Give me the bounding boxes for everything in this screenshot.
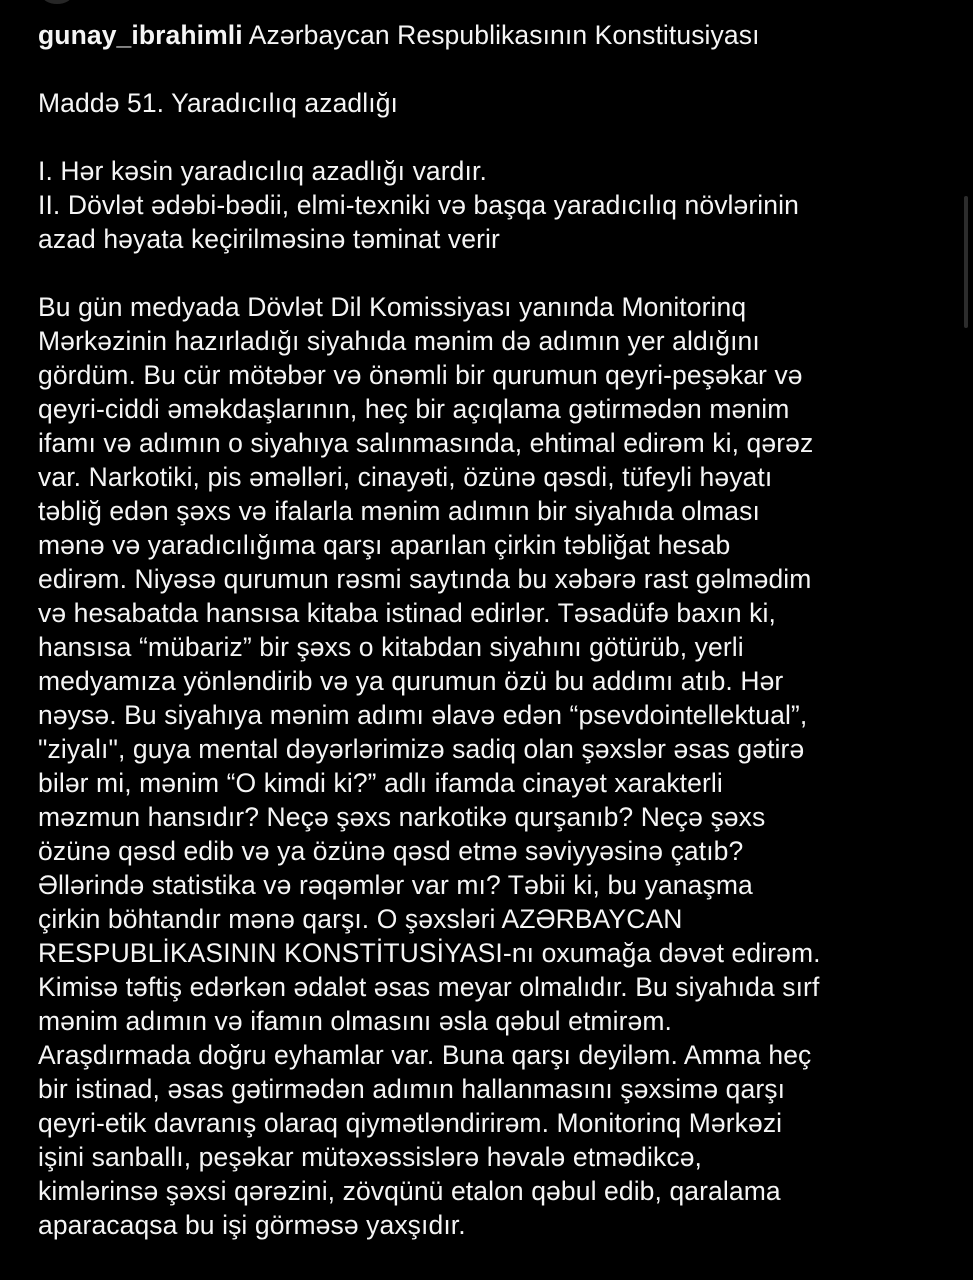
body-line: RESPUBLİKASININ KONSTİTUSİYASI-nı oxumağa dəvət edirəm. [38, 938, 821, 968]
body-line: ifamı və adımın o siyahıya salınmasında, ehtimal edirəm ki, qərəz [38, 428, 814, 458]
body-line: bir istinad, əsas gətirmədən adımın hallanmasını şəxsimə qarşı [38, 1074, 786, 1104]
article-title: Maddə 51. Yaradıcılıq azadlığı [38, 88, 398, 118]
username-link[interactable]: gunay_ibrahimli [38, 20, 243, 50]
scrollbar[interactable] [964, 196, 968, 328]
body-line: medyamıza yönləndirib və ya qurumun özü bu addımı atıb. Hər [38, 666, 784, 696]
article-line: I. Hər kəsin yaradıcılıq azadlığı vardır. [38, 156, 487, 186]
body-line: Əllərində statistika və rəqəmlər var mı? Təbii ki, bu yanaşma [38, 870, 753, 900]
article-line: azad həyata keçirilməsinə təminat verir [38, 224, 500, 254]
body-line: var. Narkotiki, pis əməlləri, cinayəti, özünə qəsdi, tüfeyli həyatı [38, 462, 773, 492]
body-line: Mərkəzinin hazırladığı siyahıda mənim də adımın yer aldığını [38, 326, 760, 356]
body-line: özünə qəsd edib və ya özünə qəsd etmə səviyyəsinə çatıb? [38, 836, 744, 866]
caption-header [38, 18, 938, 52]
post-caption [38, 18, 938, 1242]
body-line: hansısa “mübariz” bir şəxs o kitabdan siyahını götürüb, yerli [38, 632, 744, 662]
body-line: və hesabatda hansısa kitaba istinad edirlər. Təsadüfə baxın ki, [38, 598, 776, 628]
spacer [38, 256, 938, 290]
spacer [38, 120, 938, 154]
body-line: bilər mi, mənim “O kimdi ki?” adlı ifamda cinayət xarakterli [38, 768, 723, 798]
body-line: işini sanballı, peşəkar mütəxəssislərə həvalə etmədikcə, [38, 1142, 702, 1172]
body-line: "ziyalı", guya mental dəyərlərimizə sadiq olan şəxslər əsas gətirə [38, 734, 805, 764]
article-line: II. Dövlət ədəbi-bədii, elmi-texniki və başqa yaradıcılıq növlərinin [38, 190, 799, 220]
body-line: mənə və yaradıcılığıma qarşı aparılan çirkin təbliğat hesab [38, 530, 731, 560]
body-line: Araşdırmada doğru eyhamlar var. Buna qarşı deyiləm. Amma heç [38, 1040, 812, 1070]
article-text [38, 154, 938, 256]
caption-title: Azərbaycan Respublikasının Konstitusiyası [248, 20, 760, 50]
body-line: Kimisə təftiş edərkən ədalət əsas meyar olmalıdır. Bu siyahıda sırf [38, 972, 820, 1002]
caption-body [38, 290, 938, 1242]
body-line: nəysə. Bu siyahıya mənim adımı əlavə edən “psevdointellektual”, [38, 700, 808, 730]
body-line: Bu gün medyada Dövlət Dil Komissiyası yanında Monitorinq [38, 292, 747, 322]
avatar[interactable] [42, 0, 72, 4]
body-line: edirəm. Niyəsə qurumun rəsmi saytında bu xəbərə rast gəlmədim [38, 564, 812, 594]
body-line: qeyri-ciddi əməkdaşlarının, heç bir açıqlama gətirmədən mənim [38, 394, 790, 424]
body-line: mənim adımın və ifamın olmasını əsla qəbul etmirəm. [38, 1006, 672, 1036]
body-line: aparacaqsa bu işi görməsə yaxşıdır. [38, 1210, 466, 1240]
body-line: kimlərinsə şəxsi qərəzini, zövqünü etalon qəbul edib, qaralama [38, 1176, 781, 1206]
spacer [38, 52, 938, 86]
body-line: qeyri-etik davranış olaraq qiymətləndirirəm. Monitorinq Mərkəzi [38, 1108, 783, 1138]
body-line: çirkin böhtandır mənə qarşı. O şəxsləri AZƏRBAYCAN [38, 904, 683, 934]
body-line: təbliğ edən şəxs və ifalarla mənim adımın bir siyahıda olması [38, 496, 760, 526]
body-line: gördüm. Bu cür mötəbər və önəmli bir qurumun qeyri-peşəkar və [38, 360, 803, 390]
body-line: məzmun hansıdır? Neçə şəxs narkotikə qurşanıb? Neçə şəxs [38, 802, 766, 832]
